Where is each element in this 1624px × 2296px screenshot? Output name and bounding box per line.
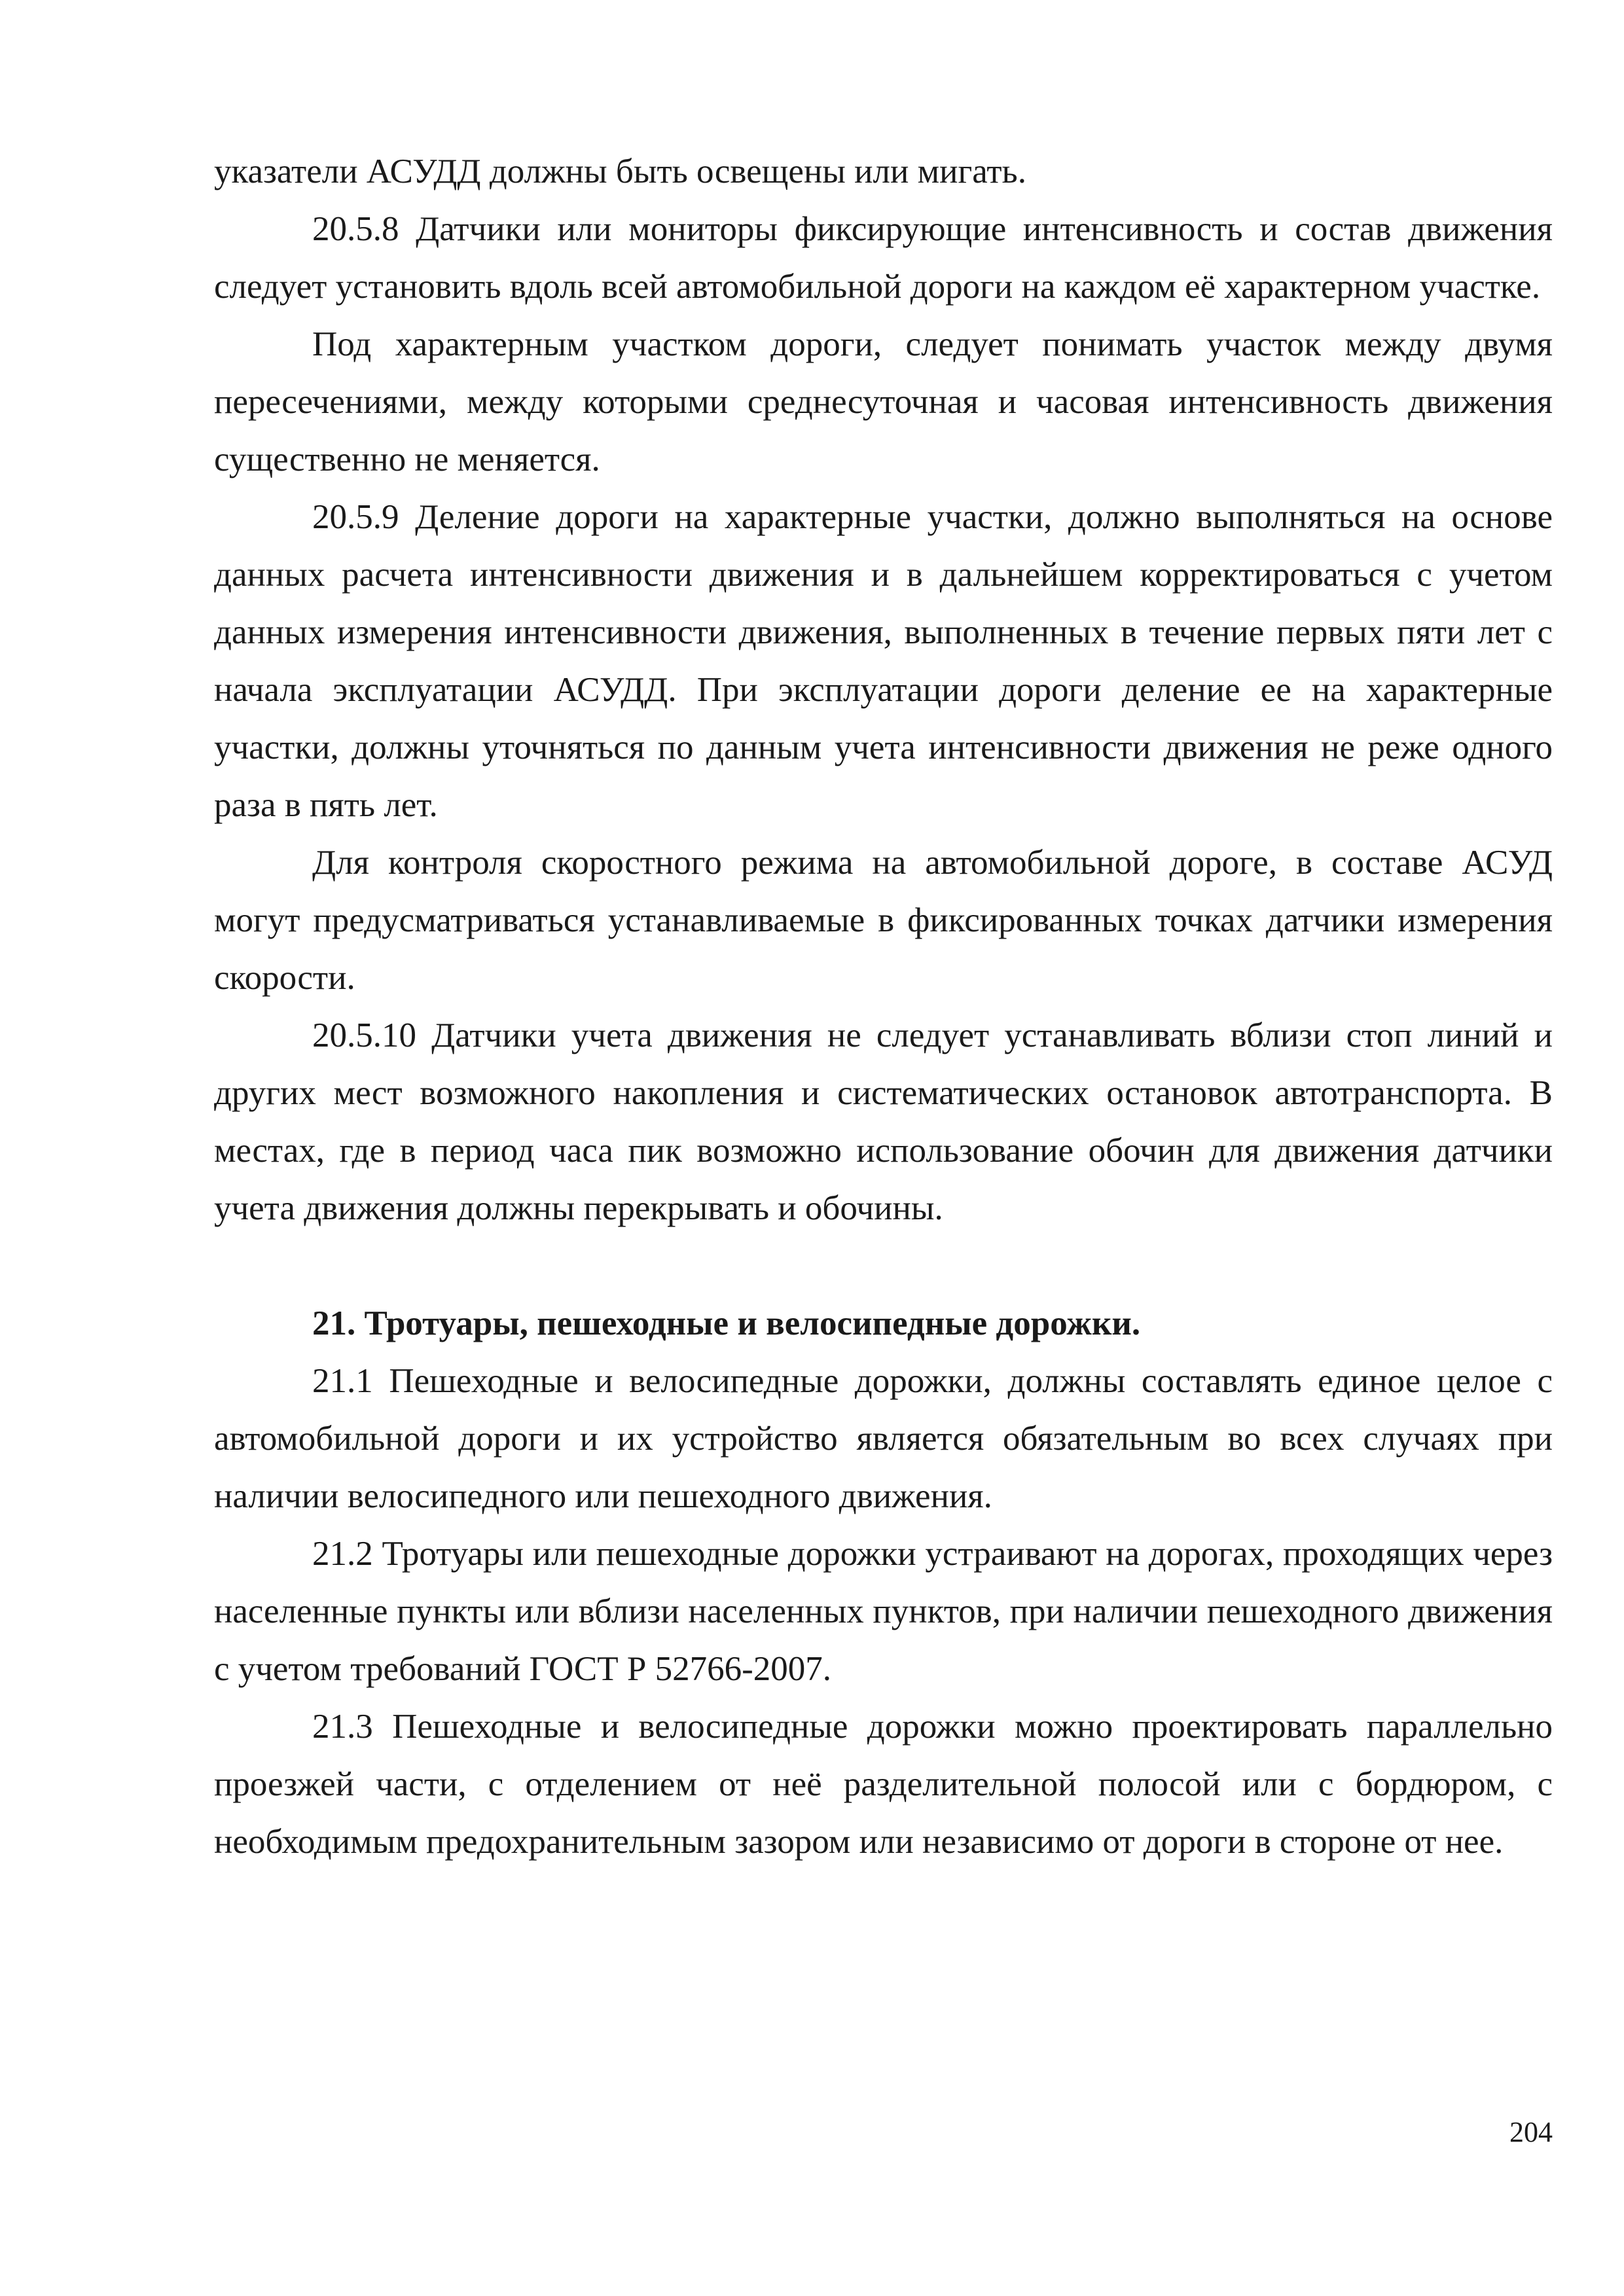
page-number: 204 <box>1509 2116 1553 2148</box>
paragraph-21-1: 21.1 Пешеходные и велосипедные дорожки, должны составлять единое целое с автомобильной дороги и их устройство является обязательным во всех случаях при наличии велосипедного или пешеходного движения. <box>214 1362 1553 1515</box>
paragraph-20-5-9: 20.5.9 Деление дороги на характерные участки, должно выполняться на основе данных расчета интенсивности движения и в дальнейшем корректироваться с учетом данных измерения интенсивности движения, выполненных в течение первых пяти лет с начала эксплуатации АСУДД. При эксплуатации дороги деление ее на характерные участки, должны уточняться по данным учета интенсивности движения не реже одного раза в пять лет. <box>214 498 1553 824</box>
paragraph-20-5-8: 20.5.8 Датчики или мониторы фиксирующие интенсивность и состав движения следует установить вдоль всей автомобильной дороги на каждом её характерном участке. <box>214 210 1553 306</box>
section-heading: 21. Тротуары, пешеходные и велосипедные дорожки. <box>312 1304 1141 1342</box>
document-page <box>214 143 1553 1871</box>
paragraph-speed-control: Для контроля скоростного режима на автомобильной дороге, в составе АСУД могут предусматриваться устанавливаемые в фиксированных точках датчики измерения скорости. <box>214 844 1553 997</box>
paragraph-characteristic-section: Под характерным участком дороги, следует понимать участок между двумя пересечениями, между которыми среднесуточная и часовая интенсивность движения существенно не меняется. <box>214 325 1553 478</box>
paragraph-21-2: 21.2 Тротуары или пешеходные дорожки устраивают на дорогах, проходящих через населенные пункты или вблизи населенных пунктов, при наличии пешеходного движения с учетом требований ГОСТ Р 52766-2007. <box>214 1535 1553 1688</box>
paragraph-20-5-10: 20.5.10 Датчики учета движения не следует устанавливать вблизи стоп линий и других мест возможного накопления и систематических остановок автотранспорта. В местах, где в период часа пик возможно использование обочин для движения датчики учета движения должны перекрывать и обочины. <box>214 1016 1553 1227</box>
paragraph-continuation: указатели АСУДД должны быть освещены или мигать. <box>214 152 1026 190</box>
paragraph-21-3: 21.3 Пешеходные и велосипедные дорожки можно проектировать параллельно проезжей части, с отделением от неё разделительной полосой или с бордюром, с необходимым предохранительным зазором или независимо от дороги в стороне от нее. <box>214 1708 1553 1861</box>
